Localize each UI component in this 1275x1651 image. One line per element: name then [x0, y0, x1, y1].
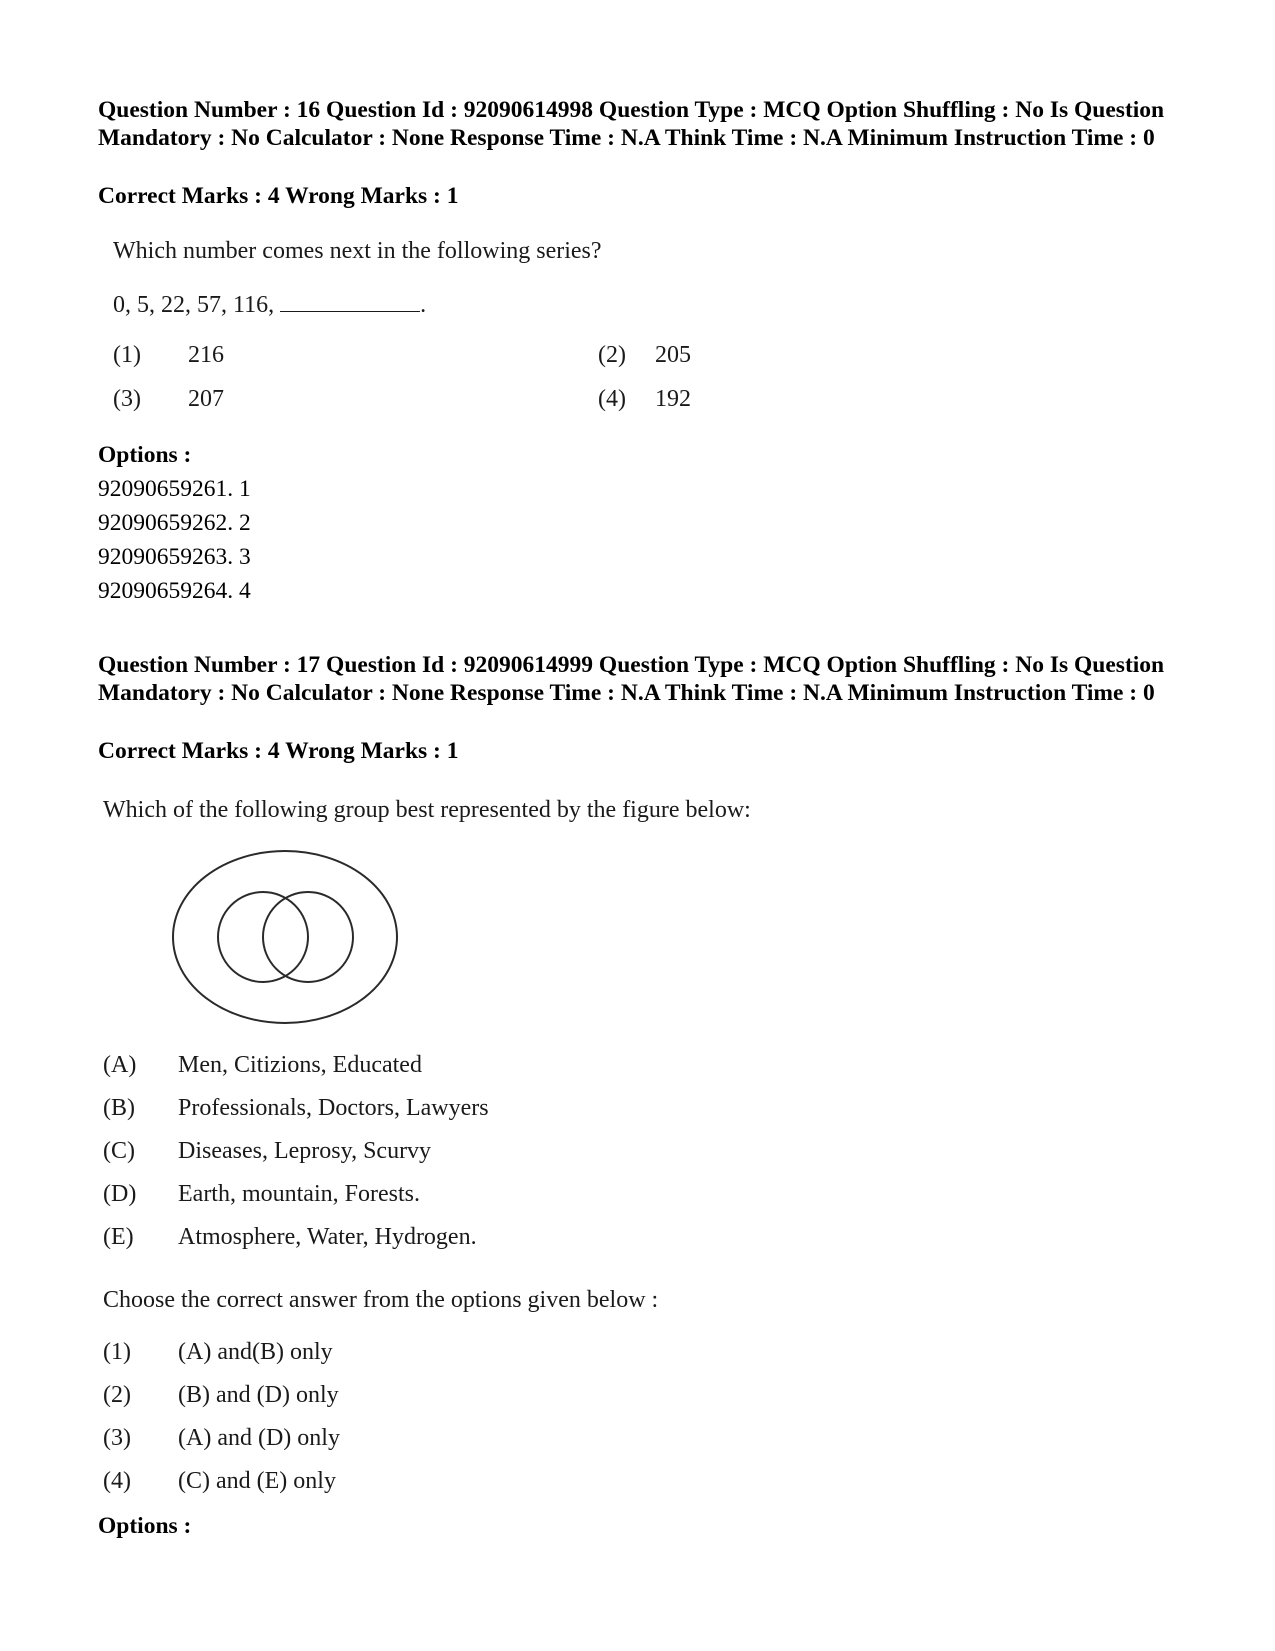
statement-d-label: (D)	[103, 1181, 137, 1207]
outer-ellipse	[173, 851, 397, 1023]
q16-choice-3-label: (3)	[113, 386, 141, 412]
question-16-options-heading: Options :	[98, 442, 192, 468]
statement-b-label: (B)	[103, 1095, 135, 1121]
question-16-stem: Which number comes next in the following series?	[113, 238, 602, 264]
statement-c-text: Diseases, Leprosy, Scurvy	[178, 1138, 432, 1164]
q16-choice-1-text: 216	[188, 342, 224, 368]
option-id-3: 92090659263. 3	[98, 544, 251, 570]
statement-c-label: (C)	[103, 1138, 135, 1164]
option-id-4: 92090659264. 4	[98, 578, 251, 604]
q17-choice-3-text: (A) and (D) only	[178, 1425, 340, 1451]
q17-choice-1-label: (1)	[103, 1339, 131, 1365]
q16-choice-2-text: 205	[655, 342, 691, 368]
q17-choice-4-text: (C) and (E) only	[178, 1468, 336, 1494]
statement-a-text: Men, Citizions, Educated	[178, 1052, 422, 1078]
series-values: 0, 5, 22, 57, 116,	[113, 292, 275, 318]
question-17-marks: Correct Marks : 4 Wrong Marks : 1	[98, 738, 459, 764]
question-16-series	[113, 290, 426, 320]
statement-a-label: (A)	[103, 1052, 137, 1078]
q16-choice-1-label: (1)	[113, 342, 141, 368]
statement-e-label: (E)	[103, 1224, 134, 1250]
question-17-options-heading: Options :	[98, 1513, 192, 1539]
statement-b-text: Professionals, Doctors, Lawyers	[178, 1095, 489, 1121]
statement-e-text: Atmosphere, Water, Hydrogen.	[178, 1224, 477, 1250]
question-16-marks: Correct Marks : 4 Wrong Marks : 1	[98, 183, 459, 209]
option-id-2: 92090659262. 2	[98, 510, 251, 536]
q16-choice-3-text: 207	[188, 386, 224, 412]
q16-choice-4-label: (4)	[598, 386, 626, 412]
question-17-instruction: Choose the correct answer from the options given below :	[103, 1287, 659, 1313]
statement-d-text: Earth, mountain, Forests.	[178, 1181, 420, 1207]
venn-figure	[165, 845, 405, 1027]
answer-blank	[280, 293, 420, 312]
q16-choice-2-label: (2)	[598, 342, 626, 368]
q17-choice-1-text: (A) and(B) only	[178, 1339, 333, 1365]
question-16-meta: Question Number : 16 Question Id : 92090614998 Question Type : MCQ Option Shuffling : No Is Question Mandatory : No Calculator : None Response Time : N.A Think Time : N.A Minimum Instruction Time : 0	[98, 97, 1165, 151]
question-17-meta: Question Number : 17 Question Id : 92090614999 Question Type : MCQ Option Shuffling : No Is Question Mandatory : No Calculator : None Response Time : N.A Think Time : N.A Minimum Instruction Time : 0	[98, 652, 1165, 706]
q16-choice-4-text: 192	[655, 386, 691, 412]
q17-choice-4-label: (4)	[103, 1468, 131, 1494]
q17-choice-2-text: (B) and (D) only	[178, 1382, 339, 1408]
question-17-stem: Which of the following group best represented by the figure below:	[103, 797, 751, 823]
option-id-1: 92090659261. 1	[98, 476, 251, 502]
q17-choice-2-label: (2)	[103, 1382, 131, 1408]
q17-choice-3-label: (3)	[103, 1425, 131, 1451]
series-end: .	[420, 292, 427, 318]
